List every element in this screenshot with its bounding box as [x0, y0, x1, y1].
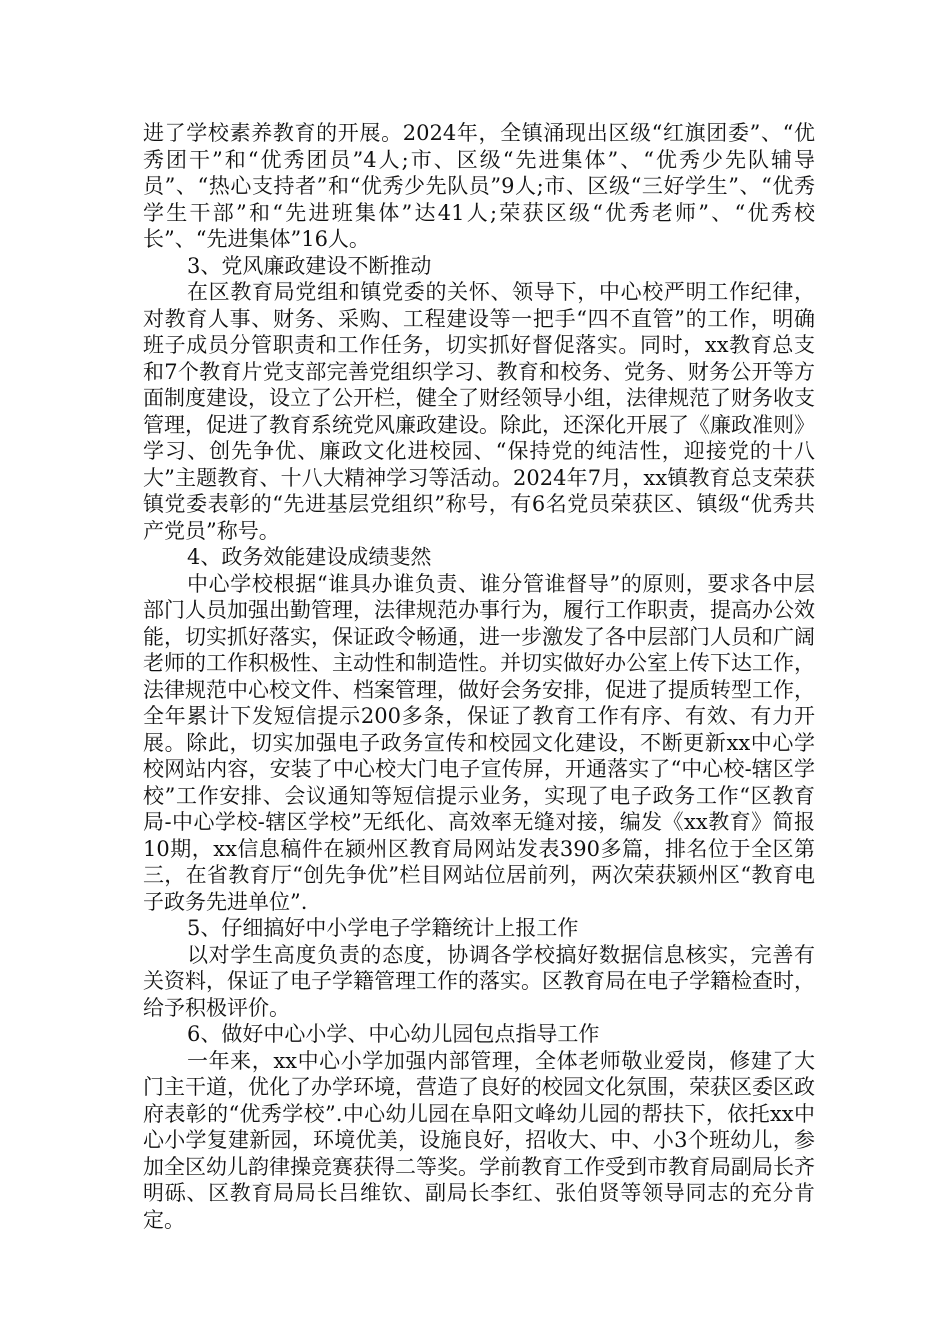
paragraph-government-efficiency: 中心学校根据“谁具办谁负责、谁分管谁督导”的原则，要求各中层部门人员加强出勤管理，法律规范办事行为，履行工作职责，提高办公效能，切实抓好落实，保证政令畅通，进一步激发了各中层部门人员和广阔老师的工作积极性、主动性和制造性。并切实做好办公室上传下达工作，法律规范中心校文件、档案管理，做好会务安排，促进了提质转型工作，全年累计下发短信提示200多条，保证了教育工作有序、有效、有力开展。除此，切实加强电子政务宣传和校园文化建设，不断更新xx中心学校网站内容，安装了中心校大门电子宣传屏，开通落实了“中心校-辖区学校”工作安排、会议通知等短信提示业务，实现了电子政务工作“区教育局-中心学校-辖区学校”无纸化、高效率无缝对接，编发《xx教育》简报10期，xx信息稿件在颍州区教育局网站发表390多篇，排名位于全区第三，在省教育厅“创先争优”栏目网站位居前列，两次荣获颍州区“教育电子政务先进单位”. [143, 571, 815, 914]
section-heading-3: 3、党风廉政建设不断推动 [187, 253, 432, 278]
document-body [143, 120, 815, 1233]
paragraph-student-records: 以对学生高度负责的态度，协调各学校搞好数据信息核实，完善有关资料，保证了电子学籍管理工作的落实。区教育局在电子学籍检查时，给予积极评价。 [143, 942, 815, 1020]
paragraph-party-conduct: 在区教育局党组和镇党委的关怀、领导下，中心校严明工作纪律，对教育人事、财务、采购、工程建设等一把手“四不直管”的工作，明确班子成员分管职责和工作任务，切实抓好督促落实。同时，xx教育总支和7个教育片党支部完善党组织学习、教育和校务、党务、财务公开等方面制度建设，设立了公开栏，健全了财经领导小组，法律规范了财务收支管理，促进了教育系统党风廉政建设。除此，还深化开展了《廉政准则》学习、创先争优、廉政文化进校园、“保持党的纯洁性，迎接党的十八大”主题教育、十八大精神学习等活动。2024年7月，xx镇教育总支荣获镇党委表彰的“先进基层党组织”称号，有6名党员荣获区、镇级“优秀共产党员”称号。 [143, 280, 815, 543]
section-heading-5: 5、仔细搞好中小学电子学籍统计上报工作 [187, 916, 579, 940]
paragraph-school-guidance: 一年来，xx中心小学加强内部管理，全体老师敬业爱岗，修建了大门主干道，优化了办学环境，营造了良好的校园文化氛围，荣获区委区政府表彰的“优秀学校”.中心幼儿园在阜阳文峰幼儿园的帮扶下，依托xx中心小学复建新园，环境优美，设施良好，招收大、中、小3个班幼儿，参加全区幼儿韵律操竞赛获得二等奖。学前教育工作受到市教育局副局长齐明砾、区教育局局长吕维钦、副局长李红、张伯贤等领导同志的充分肯定。 [143, 1048, 815, 1232]
section-heading-4: 4、政务效能建设成绩斐然 [187, 545, 432, 569]
section-heading-6: 6、做好中心小学、中心幼儿园包点指导工作 [187, 1022, 600, 1046]
paragraph-continued: 进了学校素养教育的开展。2024年，全镇涌现出区级“红旗团委”、“优秀团干”和“优秀团员”4人;市、区级“先进集体”、“优秀少先队辅导员”、“热心支持者”和“优秀少先队员”9人;市、区级“三好学生”、“优秀学生干部”和“先进班集体”达41人;荣获区级“优秀老师”、“优秀校长”、“先进集体”16人。 [143, 121, 815, 251]
